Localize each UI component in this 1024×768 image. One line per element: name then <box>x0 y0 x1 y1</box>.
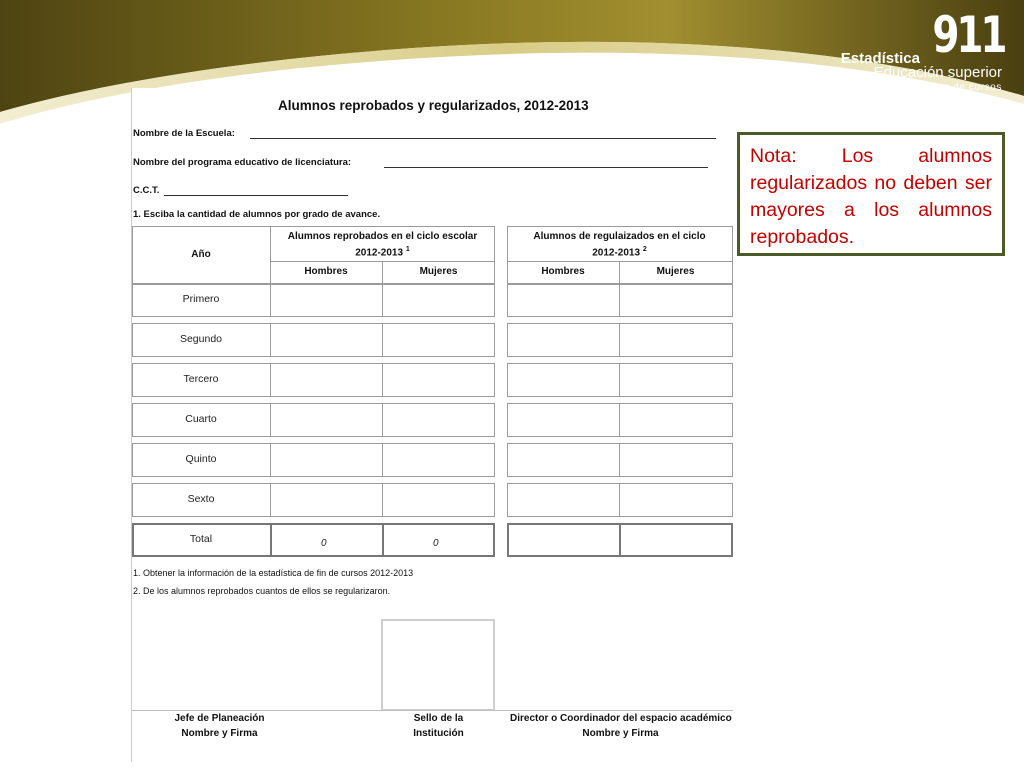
sello-signature <box>382 711 495 741</box>
reprobados-year: 2012-2013 <box>355 247 404 259</box>
jefe-title: Jefe de Planeación <box>174 713 265 724</box>
director-title: Director o Coordinador del espacio académico <box>510 713 732 724</box>
year-header: Año <box>191 249 211 260</box>
total-mujeres: 0 <box>433 538 439 549</box>
table-row <box>132 283 733 317</box>
table-row <box>132 443 733 477</box>
jefe-signature <box>132 711 307 741</box>
program-line <box>384 167 708 168</box>
logo-years: 2013-2014 <box>872 82 921 93</box>
logo-title: Estadística <box>840 50 920 67</box>
form-sheet <box>131 88 732 762</box>
note-box <box>737 132 1005 256</box>
cct-label: C.C.T. <box>133 185 160 196</box>
program-label: Nombre del programa educativo de licenciatura: <box>133 157 352 168</box>
footnote-2: 2. De los alumnos reprobados cuantos de ellos se regularizaron. <box>133 586 391 596</box>
form-title: Alumnos reprobados y regularizados, 2012-2013 <box>278 98 589 113</box>
row-label: Segundo <box>179 333 223 345</box>
table-row <box>132 483 733 517</box>
hombres-header: Hombres <box>541 266 585 277</box>
total-label: Total <box>189 533 213 545</box>
mujeres-header: Mujeres <box>419 266 458 277</box>
row-label: Primero <box>182 293 220 305</box>
instruction: 1. Esciba la cantidad de alumnos por grado de avance. <box>133 209 381 220</box>
row-label: Cuarto <box>185 413 217 425</box>
mujeres-header: Mujeres <box>656 266 695 277</box>
row-label: Quinto <box>185 453 217 465</box>
logo-subtitle: Educación superior <box>873 64 1002 81</box>
director-subtitle: Nombre y Firma <box>582 728 659 739</box>
seal-box <box>381 619 495 711</box>
sello-subtitle: Institución <box>413 728 464 739</box>
footnote-ref-1: 1 <box>405 246 410 253</box>
logo <box>804 6 1004 93</box>
table-row-total <box>132 523 733 557</box>
logo-years-line <box>872 82 1002 93</box>
hombres-header: Hombres <box>304 266 348 277</box>
regularizados-header-year <box>507 246 732 258</box>
sello-title: Sello de la <box>413 713 464 724</box>
note-text: Nota: Los alumnos regularizados no deben ser mayores a los alumnos reprobados. <box>750 145 992 248</box>
reprobados-header-year <box>270 246 495 258</box>
regularizados-header: Alumnos de regulaizados en el ciclo <box>533 231 706 242</box>
row-label: Tercero <box>183 373 219 385</box>
regularizados-year: 2012-2013 <box>592 247 641 259</box>
jefe-subtitle: Nombre y Firma <box>181 728 258 739</box>
reprobados-header: Alumnos reprobados en el ciclo escolar <box>287 231 478 242</box>
director-signature <box>508 711 733 741</box>
footnote-1: 1. Obtener la información de la estadística de fin de cursos 2012-2013 <box>133 568 414 578</box>
row-label: Sexto <box>187 493 215 505</box>
table-row <box>132 363 733 397</box>
total-hombres: 0 <box>321 538 327 549</box>
cct-line <box>164 195 348 196</box>
table-row <box>132 403 733 437</box>
school-line <box>250 138 716 139</box>
footnote-ref-2: 2 <box>642 246 647 253</box>
school-label: Nombre de la Escuela: <box>133 128 235 139</box>
logo-cycle: inicio de cursos <box>923 82 1002 93</box>
logo-number: 911 <box>931 6 1004 64</box>
table-row <box>132 323 733 357</box>
